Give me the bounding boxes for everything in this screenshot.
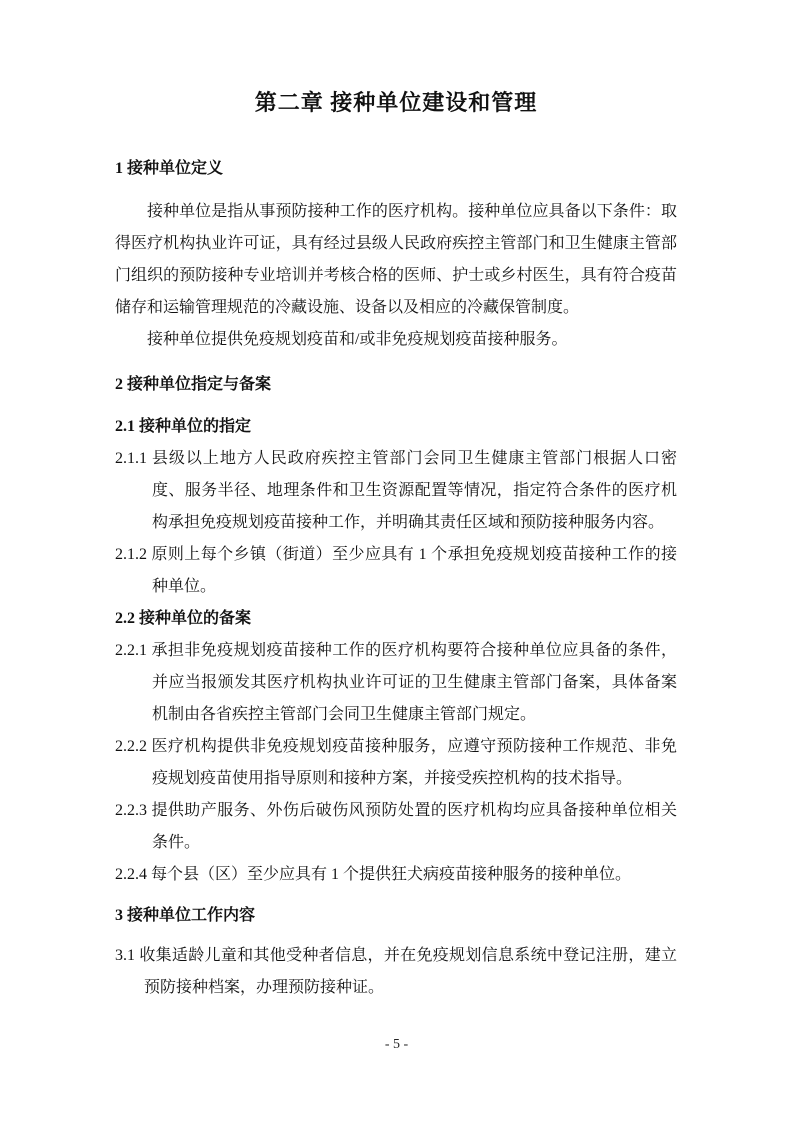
item-number: 2.1.1	[115, 450, 147, 467]
section-1-paragraph-1: 接种单位是指从事预防接种工作的医疗机构。接种单位应具备以下条件：取得医疗机构执业许可证，具有经过县级人民政府疾控主管部门和卫生健康主管部门组织的预防接种专业培训并考核合格的医师、护士或乡村医生，具有符合疫苗储存和运输管理规范的冷藏设施、设备以及相应的冷藏保管制度。	[115, 203, 677, 316]
item-number: 2.2.2	[115, 738, 147, 755]
numbered-item-2-2-4	[115, 859, 677, 891]
numbered-item-2-1-2	[115, 539, 677, 603]
page-number: - 5 -	[384, 1037, 409, 1052]
item-text: 承担非免疫规划疫苗接种工作的医疗机构要符合接种单位应具备的条件，并应当报颁发其医疗机构执业许可证的卫生健康主管部门备案，具体备案机制由各省疾控主管部门会同卫生健康主管部门规定。	[151, 642, 677, 723]
chapter-title: 第二章 接种单位建设和管理	[254, 90, 538, 115]
section-1-heading: 1 接种单位定义	[115, 160, 224, 177]
section-2-heading: 2 接种单位指定与备案	[115, 376, 272, 393]
section-1-paragraph-2: 接种单位提供免疫规划疫苗和/或非免疫规划疫苗接种服务。	[147, 331, 568, 348]
item-text: 医疗机构提供非免疫规划疫苗接种服务，应遵守预防接种工作规范、非免疫规划疫苗使用指导原则和接种方案，并接受疾控机构的技术指导。	[151, 738, 677, 787]
numbered-item-2-2-2	[115, 731, 677, 795]
section-3-heading: 3 接种单位工作内容	[115, 907, 256, 924]
item-number: 2.2.4	[115, 866, 147, 883]
item-text: 县级以上地方人民政府疾控主管部门会同卫生健康主管部门根据人口密度、服务半径、地理条件和卫生资源配置等情况，指定符合条件的医疗机构承担免疫规划疫苗接种工作，并明确其责任区域和预防接种服务内容。	[151, 450, 677, 531]
numbered-item-2-1-1	[115, 443, 677, 539]
numbered-item-3-1	[115, 940, 677, 1004]
item-number: 2.2.1	[115, 642, 147, 659]
item-text: 每个县（区）至少应具有 1 个提供狂犬病疫苗接种服务的接种单位。	[151, 866, 632, 883]
section-2-2-heading: 2.2 接种单位的备案	[115, 610, 252, 627]
item-text: 收集适龄儿童和其他受种者信息，并在免疫规划信息系统中登记注册，建立预防接种档案，办理预防接种证。	[139, 947, 677, 996]
item-number: 3.1	[115, 947, 135, 964]
section-2-1-heading: 2.1 接种单位的指定	[115, 418, 252, 435]
numbered-item-2-2-1	[115, 635, 677, 731]
item-text: 原则上每个乡镇（街道）至少应具有 1 个承担免疫规划疫苗接种工作的接种单位。	[151, 546, 677, 595]
item-number: 2.1.2	[115, 546, 147, 563]
numbered-item-2-2-3	[115, 795, 677, 859]
item-text: 提供助产服务、外伤后破伤风预防处置的医疗机构均应具备接种单位相关条件。	[151, 802, 677, 851]
item-number: 2.2.3	[115, 802, 147, 819]
